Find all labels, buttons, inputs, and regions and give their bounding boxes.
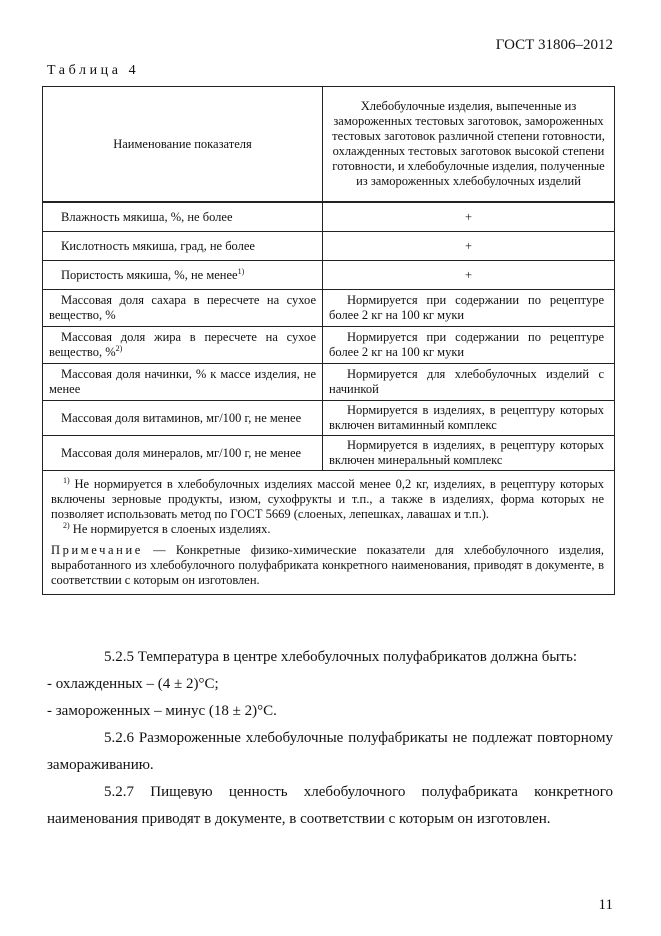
document-standard-number: ГОСТ 31806–2012 [495,37,613,53]
table-note: Примечание — Конкретные физико-химические показатели для хлебобулочного изделия, выработанного из хлебобулочного полуфабриката конкретного наименования, приводят в документе, в соответствии с которым он изготовлен. [51,543,605,587]
row-value: Нормируется для хлебобулочных изделий с начинкой [323,364,615,401]
row-value: Нормируется в изделиях, в рецептуру которых включен минеральный комплекс [323,436,615,471]
body-text [47,644,613,833]
table-row [43,327,615,364]
table-footnotes [43,471,615,595]
table-row [43,202,615,232]
row-name: Кислотность мякиша, град, не более [43,232,323,261]
row-name: Массовая доля сахара в пересчете на сухое вещество, % [43,290,323,327]
row-value: + [323,232,615,261]
row-name: Пористость мякиша, %, не менее$^{1)}$ [43,261,323,290]
footnote-ref: 2) [115,344,123,353]
paragraph-5-2-5: 5.2.5 Температура в центре хлебобулочных полуфабрикатов должна быть: [104,649,578,665]
column-header-indicator: Наименование показателя [43,87,323,203]
row-value: + [323,261,615,290]
footnote-2: $^{2)}$ Не нормируется в слоеных изделиях. [63,521,271,536]
paragraph-5-2-7: 5.2.7 Пищевую ценность хлебобулочного полуфабриката конкретного наименования приводят в документе, в соответствии с которым он изготовлен. [47,784,613,827]
page-number: 11 [598,897,613,913]
table-row [43,364,615,401]
paragraph-frozen: - замороженных – минус (18 ± 2)°С. [47,703,277,719]
table-footnotes-row [43,471,615,595]
row-name: Массовая доля минералов, мг/100 г, не менее [43,436,323,471]
table-row [43,436,615,471]
paragraph-chilled: - охлажденных – (4 ± 2)°С; [47,676,219,692]
row-name: Влажность мякиша, %, не более [43,202,323,232]
table-caption: Таблица 4 [47,63,140,78]
row-value: + [323,202,615,232]
footnote-1: $^{1)}$ Не нормируется в хлебобулочных изделиях массой менее 0,2 кг, изделиях, в рецептуру которых включены зерновые продукты, изюм, сухофрукты и т.п., а также в изделиях, форма которых не позволяет использовать метод по ГОСТ 5669 (слоеных, лепешках, лавашах и т.п.). [51,476,604,521]
row-value: Нормируется при содержании по рецептуре более 2 кг на 100 кг муки [323,327,615,364]
table-header-row [43,87,615,203]
table-row [43,232,615,261]
table-row [43,290,615,327]
column-header-products: Хлебобулочные изделия, выпеченные из замороженных тестовых заготовок, замороженных тестовых заготовок различной степени готовности, охлажденных тестовых заготовок высокой степени готовности, и хлебобулочные изделия, полученные из замороженных хлебобулочных изделий [323,87,615,203]
paragraph-5-2-6: 5.2.6 Размороженные хлебобулочные полуфабрикаты не подлежат повторному замораживанию. [47,730,613,773]
table-row [43,401,615,436]
indicators-table [42,86,615,595]
table-row [43,261,615,290]
row-value: Нормируется в изделиях, в рецептуру которых включен витаминный комплекс [323,401,615,436]
footnote-ref: 1) [237,266,245,276]
row-name: Массовая доля витаминов, мг/100 г, не менее [43,401,323,436]
row-value: Нормируется при содержании по рецептуре более 2 кг на 100 кг муки [323,290,615,327]
row-name: Массовая доля начинки, % к массе изделия, не менее [43,364,323,401]
row-name: Массовая доля жира в пересчете на сухое вещество, %$^{2)}$ [43,327,323,364]
